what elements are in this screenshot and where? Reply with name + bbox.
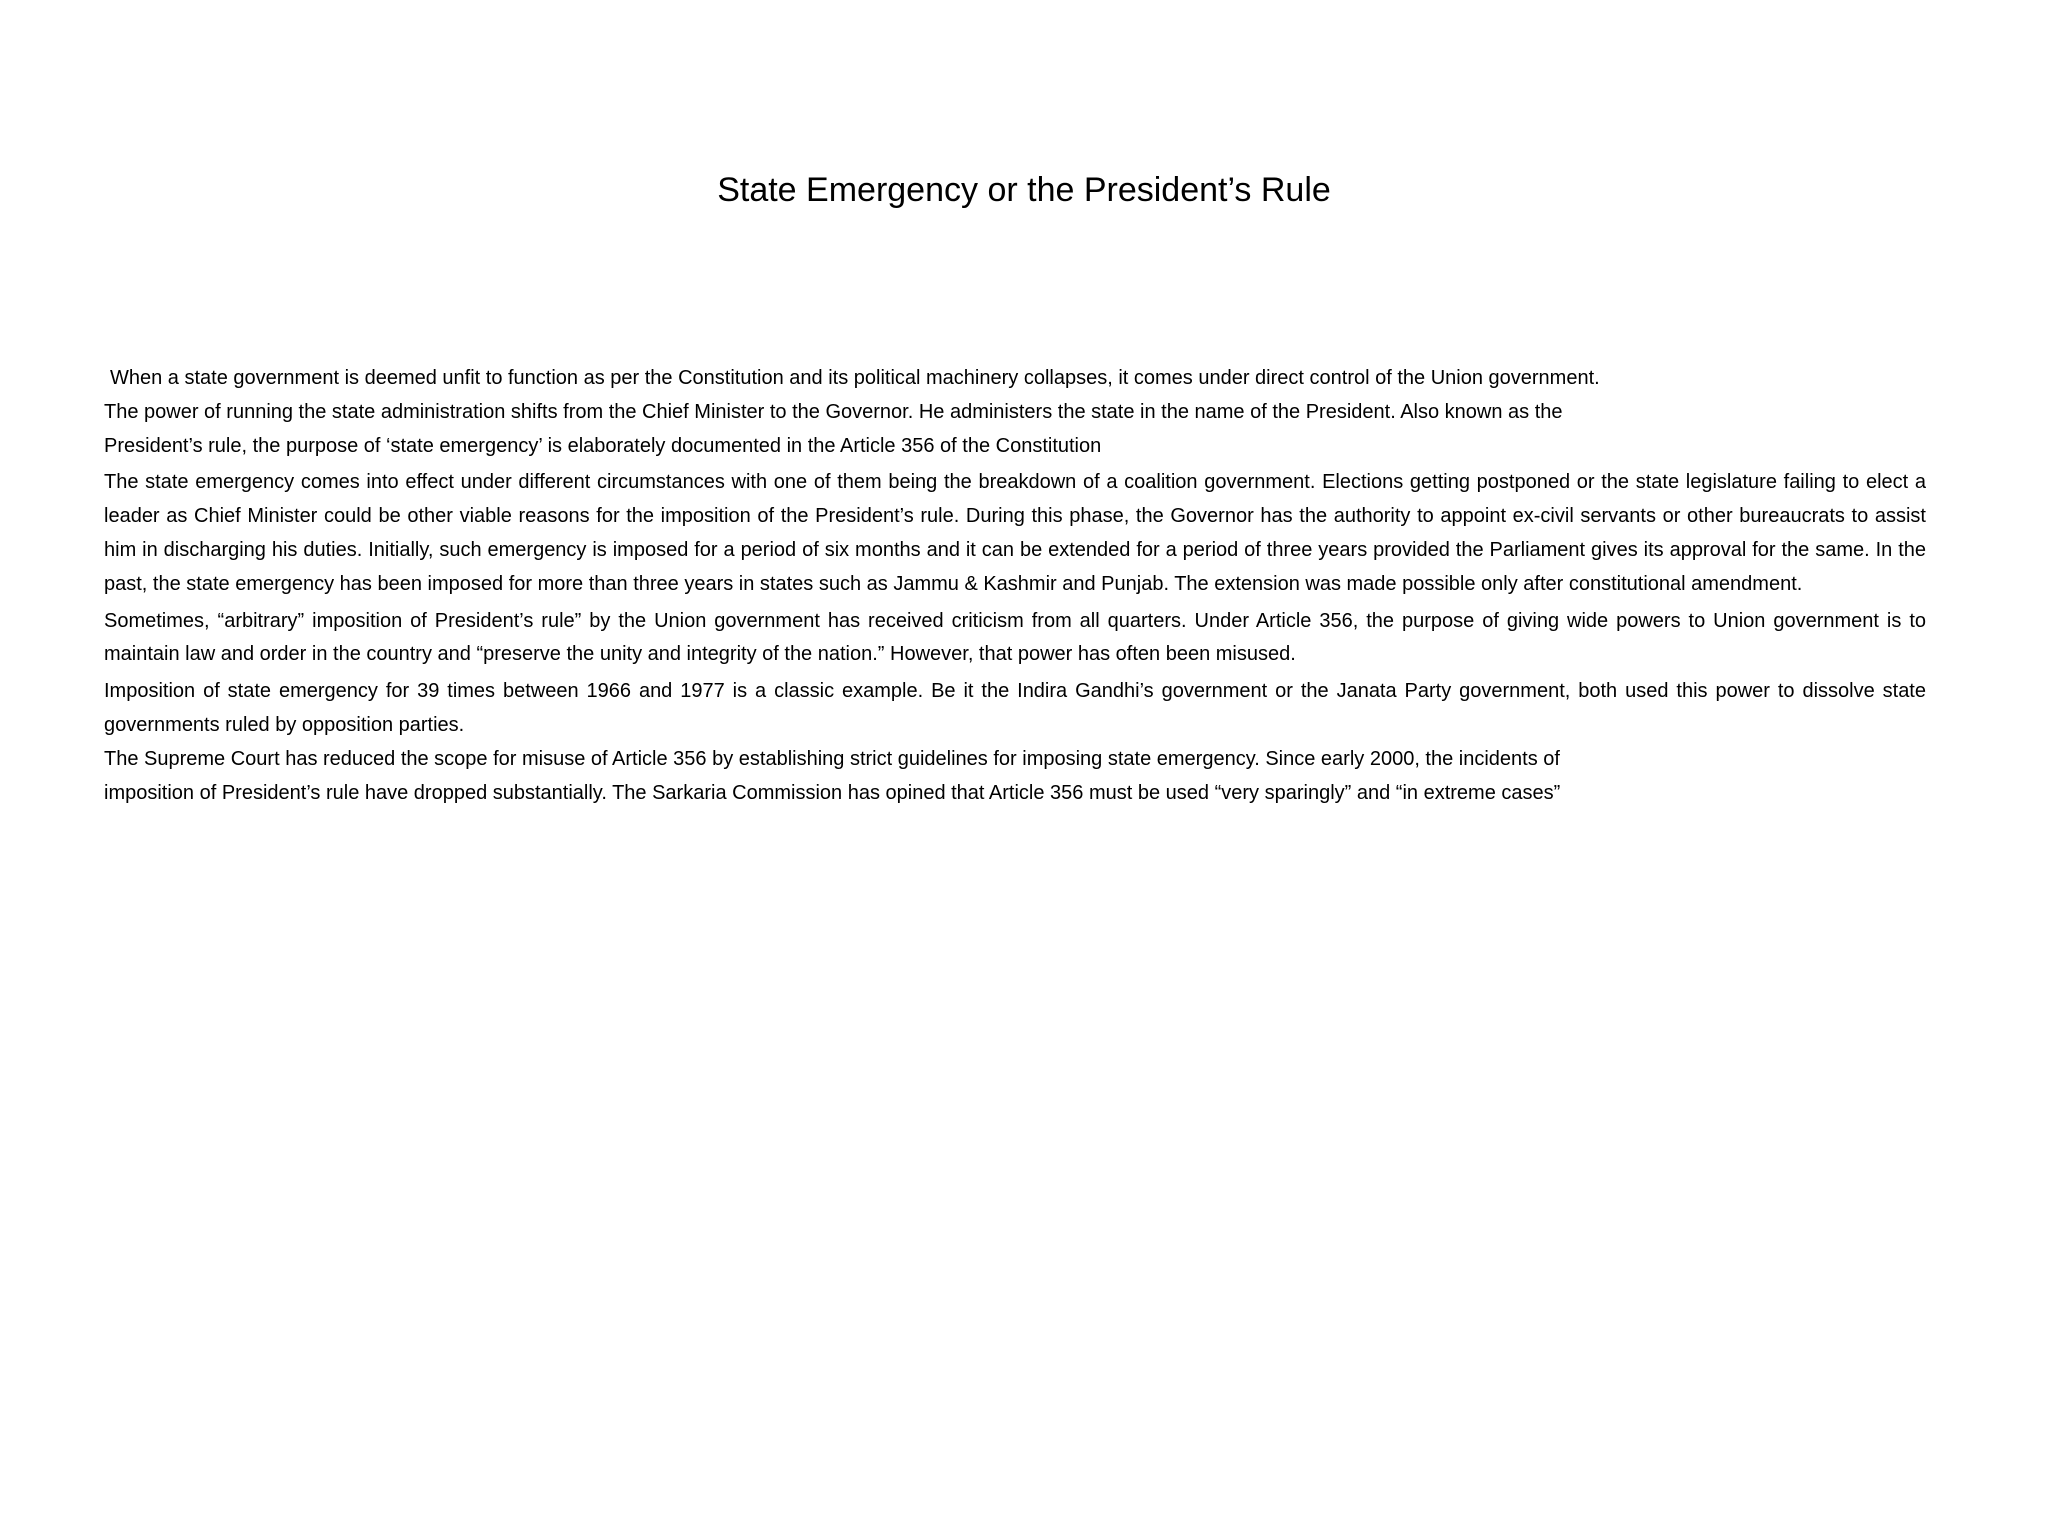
paragraph: The state emergency comes into effect under different circumstances with one of them being the breakdown of a coalition government. Elections getting postponed or the state legislature failing to elect a leader as Chief Minister could be other viable reasons for the imposition of the President’s rule. During this phase, the Governor has the authority to appoint ex-civil servants or other bureaucrats to assist him in discharging his duties. Initially, such emergency is imposed for a period of six months and it can be extended for a period of three years provided the Parliament gives its approval for the same. In the past, the state emergency has been imposed for more than three years in states such as Jammu & Kashmir and Punjab. The extension was made possible only after constitutional amendment. xyxy=(104,471,1926,595)
text-line: The Supreme Court has reduced the scope for misuse of Article 356 by establishing strict guidelines for imposing state emergency. Since early 2000, the incidents of xyxy=(104,747,1560,770)
text-line: When a state government is deemed unfit to function as per the Constitution and its political machinery collapses, it comes under direct control of the Union government. xyxy=(110,367,1600,389)
page-title: State Emergency or the President’s Rule xyxy=(717,171,1331,209)
paragraph: Sometimes, “arbitrary” imposition of President’s rule” by the Union government has received criticism from all quarters. Under Article 356, the purpose of giving wide powers to Union government is to maintain law and order in the country and “preserve the unity and integrity of the nation.” However, that power has often been misused. xyxy=(104,609,1926,666)
text-line: The power of running the state administration shifts from the Chief Minister to the Governor. He administers the state in the name of the President. Also known as the xyxy=(104,400,1563,423)
paragraph: Imposition of state emergency for 39 times between 1966 and 1977 is a classic example. Be it the Indira Gandhi’s government or the Janata Party government, both used this power to dissolve state governments ruled by opposition parties. xyxy=(104,680,1926,736)
text-line: imposition of President’s rule have dropped substantially. The Sarkaria Commission has opined that Article 356 must be used “very sparingly” and “in extreme cases” xyxy=(104,781,1561,804)
document-body xyxy=(104,362,1926,810)
text-line: President’s rule, the purpose of ‘state emergency’ is elaborately documented in the Article 356 of the Constitution xyxy=(104,434,1102,457)
